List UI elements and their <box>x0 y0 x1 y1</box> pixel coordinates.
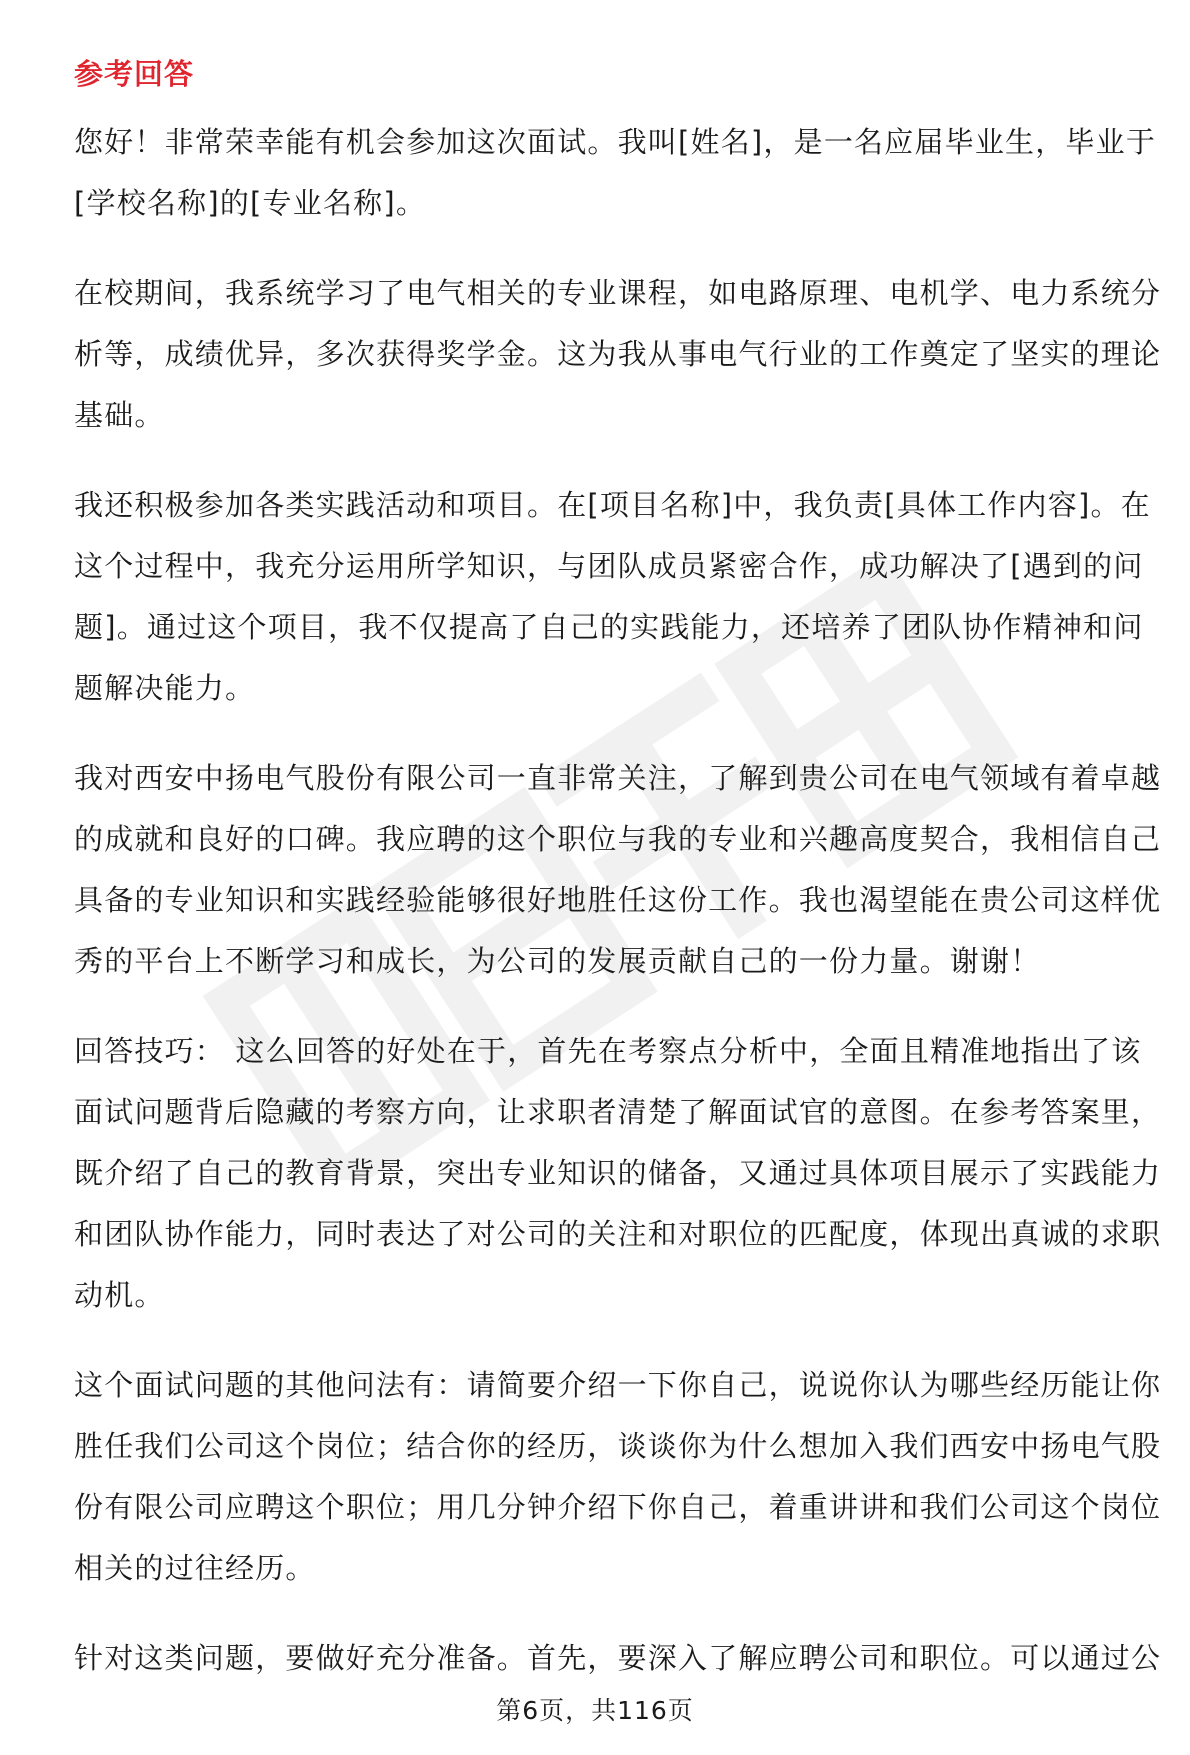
paragraph-practice: 我还积极参加各类实践活动和项目。在[项目名称]中，我负责[具体工作内容]。在这个过程中，我充分运用所学知识，与团队成员紧密合作，成功解决了[遇到的问题]。通过这个项目，我不仅提高了自己的实践能力，还培养了团队协作精神和问题解决能力。 <box>74 488 1151 705</box>
paragraph-preparation: 针对这类问题，要做好充分准备。首先，要深入了解应聘公司和职位。可以通过公 <box>74 1641 1162 1675</box>
paragraph-answer-tips: 回答技巧： 这么回答的好处在于，首先在考察点分析中，全面且精准地指出了该面试问题背后隐藏的考察方向，让求职者清楚了解面试官的意图。在参考答案里，既介绍了自己的教育背景，突出专业知识的储备，又通过具体项目展示了实践能力和团队协作能力，同时表达了对公司的关注和对职位的匹配度，体现出真诚的求职动机。 <box>74 1034 1162 1312</box>
paragraph-company-interest: 我对西安中扬电气股份有限公司一直非常关注，了解到贵公司在电气领域有着卓越的成就和良好的口碑。我应聘的这个职位与我的专业和兴趣高度契合，我相信自己具备的专业知识和实践经验能够很好地胜任这份工作。我也渴望能在贵公司这样优秀的平台上不断学习和成长，为公司的发展贡献自己的一份力量。谢谢！ <box>74 761 1162 978</box>
document-body <box>74 48 1168 1718</box>
section-title: 参考回答 <box>74 57 195 91</box>
paragraph-education: 在校期间，我系统学习了电气相关的专业课程，如电路原理、电机学、电力系统分析等，成绩优异，多次获得奖学金。这为我从事电气行业的工作奠定了坚实的理论基础。 <box>74 276 1162 432</box>
page-number-footer: 第6页，共116页 <box>496 1696 694 1725</box>
paragraph-alternative-questions: 这个面试问题的其他问法有：请简要介绍一下你自己，说说你认为哪些经历能让你胜任我们公司这个岗位；结合你的经历，谈谈你为什么想加入我们西安中扬电气股份有限公司应聘这个职位；用几分钟介绍下你自己，着重讲讲和我们公司这个岗位相关的过往经历。 <box>74 1368 1162 1585</box>
paragraph-greeting: 您好！非常荣幸能有机会参加这次面试。我叫[姓名]，是一名应届毕业生，毕业于[学校名称]的[专业名称]。 <box>74 125 1157 220</box>
